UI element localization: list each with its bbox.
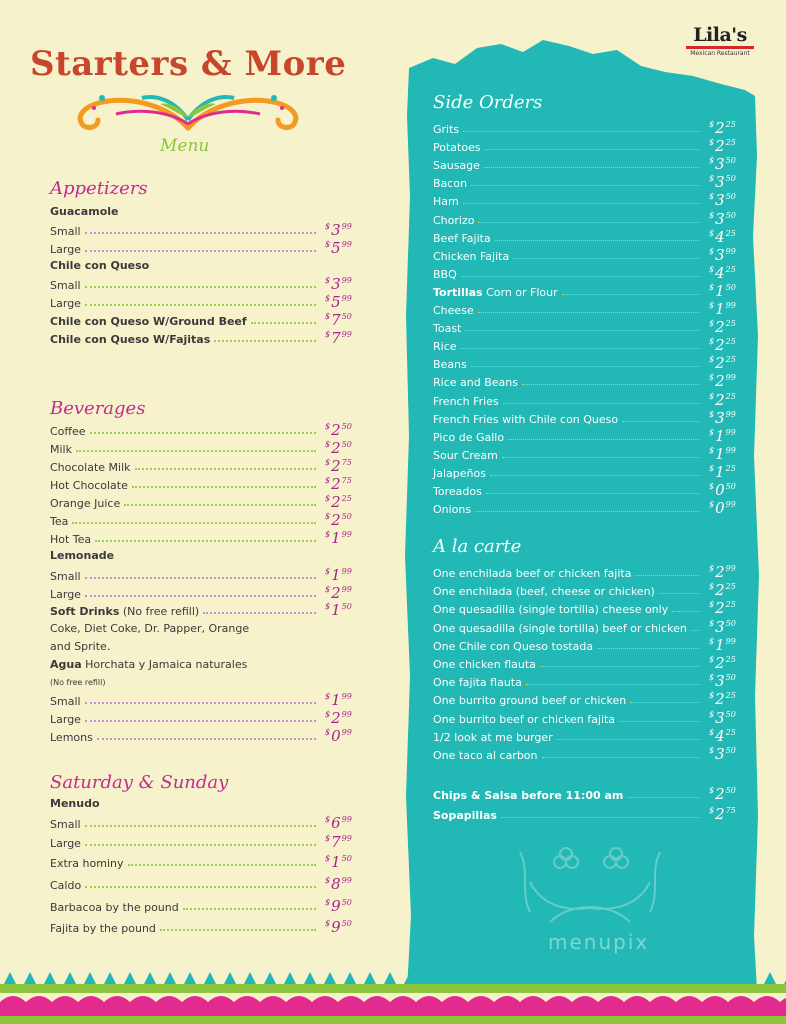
item-name: Beef Fajita [433, 231, 491, 245]
item-price: $^{\$}1^{99}$ [325, 566, 352, 584]
item-name: Fajita by the pound [50, 922, 156, 935]
item-price: $^{\$}3^{50}$ [709, 672, 736, 691]
item-name: Orange Juice [50, 497, 121, 510]
item-name: Toast [433, 322, 462, 336]
item-price: $^{\$}2^{75}$ [325, 457, 352, 475]
item-name: Potatoes [433, 141, 481, 155]
item-name: French Fries [433, 394, 499, 408]
menu-item-row [433, 619, 738, 635]
item-name: One taco al carbon [433, 749, 538, 762]
border-triangle [24, 972, 36, 984]
menu-item-row [50, 567, 354, 583]
item-price: $^{\$}2^{25}$ [709, 354, 736, 373]
logo-subtitle: Mexican Restaurant [690, 50, 750, 57]
dot-leader [672, 611, 700, 612]
dot-leader [490, 475, 700, 476]
item-price: $^{\$}3^{50}$ [709, 708, 736, 727]
border-triangle [524, 972, 536, 984]
menu-item-row [433, 673, 738, 689]
agua-label: Agua Horchata y Jamaica naturales [50, 658, 248, 671]
item-price: $^{\$}4^{25}$ [709, 263, 736, 282]
dot-leader [659, 593, 700, 594]
border-triangle [64, 972, 76, 984]
border-triangle [564, 972, 576, 984]
item-price: $^{\$}0^{99}$ [709, 499, 736, 518]
menu-item-row [433, 500, 738, 516]
border-triangle [644, 972, 656, 984]
dot-leader [85, 595, 316, 597]
item-price: $^{\$}1^{50}$ [709, 281, 736, 300]
border-triangle [444, 972, 456, 984]
menu-item-row [50, 876, 354, 892]
menu-item-row [433, 464, 738, 480]
menu-item-row [50, 512, 354, 528]
dot-leader [513, 258, 700, 259]
item-name: Toreados [433, 485, 482, 498]
item-name: Large [50, 588, 81, 601]
dot-leader [85, 577, 316, 579]
item-price: $^{\$}3^{99}$ [325, 221, 352, 239]
menu-item-row [433, 138, 738, 154]
item-name: BBQ [433, 267, 457, 281]
page-title: Starters & More [30, 44, 347, 84]
border-triangle [304, 972, 316, 984]
menu-item-row [50, 276, 354, 292]
border-triangle [744, 972, 756, 984]
dot-leader [485, 149, 700, 150]
menu-item-row [433, 337, 738, 353]
item-name: Tea [50, 515, 69, 528]
item-price: $^{\$}9^{50}$ [325, 897, 352, 915]
dot-leader [124, 504, 316, 506]
item-price: $^{\$}3^{50}$ [709, 155, 736, 174]
dot-leader [540, 666, 700, 667]
border-triangle [84, 972, 96, 984]
menu-item-row [433, 265, 738, 281]
menu-item-row [50, 240, 354, 256]
dot-leader [85, 886, 316, 888]
item-price: $^{\$}7^{99}$ [325, 833, 352, 851]
dot-leader [214, 340, 316, 342]
border-triangle [604, 972, 616, 984]
item-name: Extra hominy [50, 857, 124, 870]
dot-leader [502, 457, 700, 458]
dot-leader [463, 131, 700, 132]
item-price: $^{\$}2^{99}$ [325, 584, 352, 602]
item-name: Small [50, 570, 81, 583]
menu-item-row [433, 637, 738, 653]
dot-leader [471, 185, 700, 186]
item-price: $^{\$}4^{25}$ [709, 726, 736, 745]
decorative-flourish [72, 92, 304, 134]
dot-leader [95, 540, 316, 542]
menu-item-row [433, 283, 738, 299]
item-price: $^{\$}2^{75}$ [709, 805, 736, 823]
item-price: $^{\$}1^{50}$ [325, 853, 352, 871]
item-name: Sausage [433, 159, 480, 173]
item-price: $^{\$}2^{25}$ [709, 599, 736, 618]
item-name: Bacon [433, 177, 468, 191]
dot-leader [128, 864, 317, 866]
menu-item-row [433, 786, 738, 802]
dot-leader [90, 432, 316, 434]
menu-item-row [433, 211, 738, 227]
item-price: $^{\$}2^{25}$ [709, 654, 736, 672]
menu-item-row [50, 710, 354, 726]
item-price: $^{\$}4^{25}$ [709, 227, 736, 246]
dot-leader [526, 684, 700, 685]
item-price: $^{\$}3^{50}$ [709, 617, 736, 636]
dot-leader [85, 304, 316, 306]
item-price: $^{\$}1^{99}$ [709, 300, 736, 318]
item-name: One enchilada beef or chicken fajita [433, 567, 632, 580]
item-price: $^{\$}1^{99}$ [709, 635, 736, 654]
border-triangle [464, 972, 476, 984]
item-name: Jalapeños [433, 466, 486, 480]
menu-item-row [433, 728, 738, 744]
item-name: One chicken flauta [433, 658, 536, 671]
dot-leader [251, 322, 316, 324]
item-price: $^{\$}2^{25}$ [709, 119, 736, 137]
menu-item-row [433, 710, 738, 726]
item-price: $^{\$}1^{50}$ [325, 601, 352, 619]
menu-item-row [50, 458, 354, 474]
item-name: Chile con Queso W/Fajitas [50, 333, 211, 346]
menu-item-row [50, 898, 354, 914]
item-name: One enchilada (beef, cheese or chicken) [433, 585, 655, 599]
item-name: Large [50, 243, 81, 256]
item-price: $^{\$}0^{50}$ [709, 481, 736, 499]
item-name: One quesadilla (single tortilla) beef or chicken [433, 621, 687, 635]
item-price: $^{\$}3^{50}$ [709, 745, 736, 763]
item-name: Ham [433, 195, 459, 209]
border-triangle [724, 972, 736, 984]
item-name: Rice and Beans [433, 376, 518, 390]
menu-item-row [433, 319, 738, 335]
dot-leader [85, 825, 316, 827]
item-name: Chorizo [433, 213, 475, 227]
item-name: Beans [433, 358, 467, 372]
border-triangle [124, 972, 136, 984]
item-price: $^{\$}2^{25}$ [325, 493, 352, 511]
item-name: Barbacoa by the pound [50, 901, 179, 914]
item-name: Pico de Gallo [433, 430, 505, 444]
dot-leader [630, 702, 700, 703]
item-price: $^{\$}7^{99}$ [325, 329, 352, 347]
a-la-carte-heading: A la carte [433, 536, 522, 557]
menu-item-row [433, 156, 738, 172]
item-name: Chocolate Milk [50, 461, 131, 474]
item-name: French Fries with Chile con Queso [433, 412, 619, 426]
item-price: $^{\$}3^{99}$ [709, 408, 736, 427]
soft-drinks-flavors-line-1: Coke, Diet Coke, Dr. Papper, Orange [50, 622, 250, 635]
item-name: Caldo [50, 879, 82, 892]
item-price: $^{\$}3^{99}$ [325, 275, 352, 293]
dot-leader [619, 721, 700, 722]
border-triangle [484, 972, 496, 984]
border-triangle [664, 972, 676, 984]
item-name: Large [50, 837, 81, 850]
menu-item-row [433, 229, 738, 245]
border-triangle [264, 972, 276, 984]
dot-leader [503, 403, 700, 404]
item-price: $^{\$}1^{99}$ [325, 529, 352, 547]
item-price: $^{\$}1^{99}$ [709, 444, 736, 463]
item-price: $^{\$}2^{99}$ [709, 372, 736, 391]
dot-leader [72, 522, 316, 524]
dot-leader [465, 330, 700, 331]
beverages-heading: Beverages [50, 398, 146, 419]
item-name: One quesadilla (single tortilla) cheese only [433, 603, 669, 617]
menu-item-row [50, 728, 354, 744]
dot-leader [495, 240, 700, 241]
menu-item-row [50, 422, 354, 438]
border-triangle [284, 972, 296, 984]
dot-leader [542, 757, 700, 758]
menudo-label: Menudo [50, 797, 100, 810]
menu-item-row [433, 120, 738, 136]
menu-item-row [50, 692, 354, 708]
border-triangle [624, 972, 636, 984]
dot-leader [508, 439, 700, 440]
dot-leader [97, 738, 316, 740]
menu-item-row [50, 222, 354, 238]
item-price: $^{\$}3^{50}$ [709, 209, 736, 228]
menu-subtitle: Menu [160, 136, 210, 156]
item-name: Chicken Fajita [433, 249, 510, 263]
border-triangle [4, 972, 16, 984]
dot-leader [85, 844, 316, 846]
menu-item-row [50, 585, 354, 601]
item-name: Sopapillas [433, 809, 497, 822]
item-name: Small [50, 279, 81, 292]
item-name: Lemons [50, 731, 93, 744]
border-triangle [164, 972, 176, 984]
item-name: Rice [433, 340, 457, 354]
soft-drinks-flavors-line-2: and Sprite. [50, 640, 111, 653]
menu-item-row [50, 815, 354, 831]
menu-item-row [50, 494, 354, 510]
decorative-bottom-border [0, 966, 786, 1024]
dot-leader [461, 348, 700, 349]
dot-leader [486, 493, 700, 494]
item-price: $^{\$}2^{75}$ [325, 475, 352, 493]
item-price: $^{\$}2^{50}$ [325, 511, 352, 529]
item-price: $^{\$}2^{25}$ [709, 581, 736, 600]
item-name: Coffee [50, 425, 86, 438]
item-price: $^{\$}0^{99}$ [325, 727, 352, 745]
dot-leader [132, 486, 316, 488]
item-name: Grits [433, 123, 460, 136]
menu-item-row [50, 312, 354, 328]
menu-item-row [433, 446, 738, 462]
side-orders-heading: Side Orders [433, 92, 543, 113]
item-name: Small [50, 695, 81, 708]
dot-leader [461, 276, 700, 277]
item-price: $^{\$}6^{99}$ [325, 814, 352, 832]
item-price: $^{\$}2^{25}$ [709, 137, 736, 156]
border-triangle [104, 972, 116, 984]
item-name: Hot Tea [50, 533, 92, 546]
weekend-heading: Saturday & Sunday [50, 772, 229, 793]
menu-item-row [50, 476, 354, 492]
agua-note: (No free refill) [50, 678, 106, 687]
dot-leader [85, 702, 316, 704]
border-triangle [404, 972, 416, 984]
item-price: $^{\$}3^{99}$ [709, 245, 736, 264]
item-name: One fajita flauta [433, 676, 522, 690]
border-triangle [764, 972, 776, 984]
dot-leader [522, 384, 700, 385]
dot-leader [627, 797, 700, 798]
item-name: Cheese [433, 304, 474, 317]
border-triangle [544, 972, 556, 984]
item-name: Tortillas Corn or Flour [433, 285, 558, 299]
dot-leader [160, 929, 316, 931]
item-name: Milk [50, 443, 72, 456]
item-price: $^{\$}2^{25}$ [709, 336, 736, 355]
item-price: $^{\$}2^{25}$ [709, 318, 736, 337]
item-price: $^{\$}1^{25}$ [709, 462, 736, 481]
dot-leader [557, 739, 700, 740]
border-triangle [704, 972, 716, 984]
menu-item-row [50, 854, 354, 870]
border-triangle [204, 972, 216, 984]
border-triangle [224, 972, 236, 984]
dot-leader [85, 232, 316, 234]
menu-item-row [50, 530, 354, 546]
border-triangle [44, 972, 56, 984]
soft-drinks-name: Soft Drinks (No free refill) [50, 605, 200, 618]
dot-leader [484, 167, 700, 168]
soft-drinks-row [50, 602, 354, 618]
item-price: $^{\$}2^{50}$ [325, 421, 352, 439]
dot-leader [635, 575, 700, 576]
menu-item-row [50, 330, 354, 346]
menu-item-row [433, 600, 738, 616]
item-name: Onions [433, 503, 472, 517]
dot-leader [478, 312, 700, 313]
border-triangle [244, 972, 256, 984]
border-triangle [384, 972, 396, 984]
item-price: $^{\$}2^{99}$ [709, 563, 736, 581]
dot-leader [597, 648, 700, 649]
menu-item-row [433, 301, 738, 317]
item-price: $^{\$}1^{99}$ [325, 691, 352, 709]
menu-item-row [433, 410, 738, 426]
menu-item-row [50, 440, 354, 456]
menu-item-row [433, 373, 738, 389]
menu-item-row [433, 355, 738, 371]
item-price: $^{\$}3^{50}$ [709, 173, 736, 192]
item-price: $^{\$}2^{99}$ [325, 709, 352, 727]
item-name: 1/2 look at me burger [433, 730, 553, 744]
item-name: One burrito beef or chicken fajita [433, 712, 616, 726]
lemonade-label: Lemonade [50, 549, 115, 562]
item-price: $^{\$}7^{50}$ [325, 311, 352, 329]
item-name: Large [50, 713, 81, 726]
item-price: $^{\$}9^{50}$ [325, 918, 352, 936]
item-price: $^{\$}2^{50}$ [709, 785, 736, 803]
border-triangle [344, 972, 356, 984]
menu-item-row [433, 392, 738, 408]
guacamole-label: Guacamole [50, 205, 119, 218]
menu-item-row [433, 192, 738, 208]
logo-name: Lila's [693, 24, 747, 46]
dot-leader [562, 294, 700, 295]
dot-leader [471, 366, 700, 367]
item-name: Large [50, 297, 81, 310]
dot-leader [85, 250, 316, 252]
dot-leader [622, 421, 700, 422]
border-triangle [424, 972, 436, 984]
menu-item-row [433, 247, 738, 263]
border-triangle [364, 972, 376, 984]
item-price: $^{\$}3^{50}$ [709, 191, 736, 210]
dot-leader [478, 222, 700, 223]
menu-item-row [433, 564, 738, 580]
appetizers-heading: Appetizers [50, 178, 148, 199]
item-name: Sour Cream [433, 448, 498, 462]
dot-leader [501, 817, 700, 818]
watermark-text: menupix [548, 930, 650, 954]
item-name: Chips & Salsa before 11:00 am [433, 789, 624, 802]
border-triangle [584, 972, 596, 984]
menu-item-row [433, 806, 738, 822]
item-name: One Chile con Queso tostada [433, 639, 594, 653]
item-name: Small [50, 818, 81, 831]
menu-item-row [433, 482, 738, 498]
menu-item-row [50, 919, 354, 935]
dot-leader [85, 720, 316, 722]
item-price: $^{\$}5^{99}$ [325, 293, 352, 311]
item-name: One burrito ground beef or chicken [433, 694, 627, 708]
item-price: $^{\$}2^{25}$ [709, 390, 736, 409]
border-triangle [504, 972, 516, 984]
dot-leader [183, 908, 316, 910]
menu-item-row [433, 174, 738, 190]
chile-con-queso-label: Chile con Queso [50, 259, 150, 272]
dot-leader [475, 511, 700, 512]
menu-item-row [433, 428, 738, 444]
item-price: $^{\$}8^{99}$ [325, 875, 352, 893]
item-name: Chile con Queso W/Ground Beef [50, 315, 247, 328]
item-price: $^{\$}2^{25}$ [709, 690, 736, 709]
dot-leader [76, 450, 316, 452]
dot-leader [135, 468, 316, 470]
border-triangle [684, 972, 696, 984]
menu-item-row [50, 294, 354, 310]
item-price: $^{\$}2^{50}$ [325, 439, 352, 457]
item-price: $^{\$}1^{99}$ [709, 426, 736, 445]
menu-item-row [433, 655, 738, 671]
dot-leader [203, 612, 316, 614]
menu-item-row [50, 834, 354, 850]
menu-item-row [433, 746, 738, 762]
item-name: Small [50, 225, 81, 238]
dot-leader [691, 630, 700, 631]
item-price: $^{\$}5^{99}$ [325, 239, 352, 257]
border-triangle [144, 972, 156, 984]
item-name: Hot Chocolate [50, 479, 128, 492]
dot-leader [463, 203, 700, 204]
menu-item-row [433, 582, 738, 598]
dot-leader [85, 286, 316, 288]
menu-item-row [433, 691, 738, 707]
border-triangle [324, 972, 336, 984]
border-triangle [184, 972, 196, 984]
